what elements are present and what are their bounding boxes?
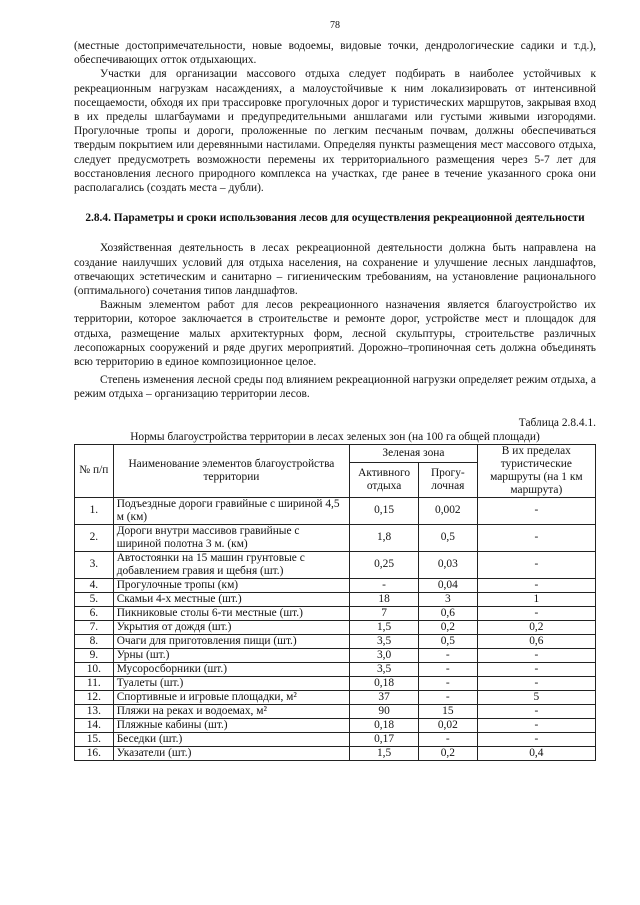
row-walking-value: -: [418, 690, 477, 704]
table-row: [75, 746, 596, 760]
row-active-value: 3,5: [350, 634, 419, 648]
row-tourist-value: -: [477, 718, 595, 732]
table-row: [75, 578, 596, 592]
table-row: [75, 634, 596, 648]
row-tourist-value: 0,4: [477, 746, 595, 760]
row-number: 4.: [75, 578, 114, 592]
row-walking-value: -: [418, 648, 477, 662]
row-number: 16.: [75, 746, 114, 760]
row-walking-value: 0,5: [418, 634, 477, 648]
row-active-value: 37: [350, 690, 419, 704]
row-tourist-value: 0,6: [477, 634, 595, 648]
table-row: [75, 524, 596, 551]
header-green-zone: Зеленая зона: [350, 444, 478, 462]
header-tourist: В их пределах туристические маршруты (на 1 км маршрута): [477, 444, 595, 497]
row-name: Пикниковые столы 6-ти местные (шт.): [113, 606, 349, 620]
row-name: Пляжи на реках и водоемах, м²: [113, 704, 349, 718]
row-tourist-value: 0,2: [477, 620, 595, 634]
row-name: Указатели (шт.): [113, 746, 349, 760]
row-number: 8.: [75, 634, 114, 648]
table-body: [75, 497, 596, 760]
row-name: Очаги для приготовления пищи (шт.): [113, 634, 349, 648]
row-number: 9.: [75, 648, 114, 662]
row-active-value: 90: [350, 704, 419, 718]
row-number: 6.: [75, 606, 114, 620]
header-walking: Прогу-лочная: [418, 462, 477, 497]
row-name: Прогулочные тропы (км): [113, 578, 349, 592]
paragraph-continuation: (местные достопримечательности, новые водоемы, видовые точки, дендрологические садики и т.д.), обеспечивающих отток отдыхающих.: [74, 40, 596, 67]
paragraph-landscaping: Важным элементом работ для лесов рекреационного назначения является благоустройство их территории, которое заключается в строительстве и ремонте дорог, устройстве мест и площадок для отдыха, размещение малых архитектурных форм, лесной скульптуры, строительстве различных лесопожарных сооружений и ряде других мероприятий. Дорожно–тропиночная сеть должна объединять всю территорию в единое композиционное целое.: [74, 299, 596, 369]
table-caption: Таблица 2.8.4.1.: [518, 416, 596, 429]
row-tourist-value: -: [477, 497, 595, 524]
row-walking-value: 0,2: [418, 620, 477, 634]
row-walking-value: -: [418, 676, 477, 690]
row-name: Урны (шт.): [113, 648, 349, 662]
row-tourist-value: -: [477, 662, 595, 676]
row-tourist-value: -: [477, 606, 595, 620]
row-active-value: 3,0: [350, 648, 419, 662]
row-name: Автостоянки на 15 машин грунтовые с добавлением гравия и щебня (шт.): [113, 551, 349, 578]
row-tourist-value: -: [477, 524, 595, 551]
row-number: 14.: [75, 718, 114, 732]
row-number: 2.: [75, 524, 114, 551]
table-row: [75, 606, 596, 620]
table-row: [75, 690, 596, 704]
row-tourist-value: 1: [477, 592, 595, 606]
header-name: Наименование элементов благоустройства территории: [113, 444, 349, 497]
row-active-value: 1,5: [350, 746, 419, 760]
row-walking-value: 3: [418, 592, 477, 606]
row-name: Пляжные кабины (шт.): [113, 718, 349, 732]
row-active-value: 0,15: [350, 497, 419, 524]
table-row: [75, 732, 596, 746]
row-walking-value: -: [418, 662, 477, 676]
header-active: Активного отдыха: [350, 462, 419, 497]
row-walking-value: 0,02: [418, 718, 477, 732]
norms-table: [74, 444, 596, 761]
row-tourist-value: -: [477, 551, 595, 578]
row-number: 7.: [75, 620, 114, 634]
row-walking-value: 0,2: [418, 746, 477, 760]
row-walking-value: 0,03: [418, 551, 477, 578]
row-active-value: 0,18: [350, 718, 419, 732]
table-row: [75, 718, 596, 732]
row-active-value: -: [350, 578, 419, 592]
table-row: [75, 648, 596, 662]
row-number: 11.: [75, 676, 114, 690]
row-name: Туалеты (шт.): [113, 676, 349, 690]
row-active-value: 18: [350, 592, 419, 606]
row-active-value: 1,8: [350, 524, 419, 551]
row-tourist-value: -: [477, 732, 595, 746]
table-row: [75, 620, 596, 634]
paragraph-recreation-load: Степень изменения лесной среды под влиянием рекреационной нагрузки определяет режим отдыха, а режим отдыха – организацию территории лесов.: [74, 374, 596, 401]
document-page: [74, 20, 596, 761]
row-number: 13.: [75, 704, 114, 718]
table-title: Нормы благоустройства территории в лесах зеленых зон (на 100 га общей площади): [130, 430, 540, 443]
table-row: [75, 676, 596, 690]
row-number: 10.: [75, 662, 114, 676]
header-num: № п/п: [75, 444, 114, 497]
section-heading: 2.8.4. Параметры и сроки использования лесов для осуществления рекреационной деятельности: [85, 212, 585, 225]
row-active-value: 0,25: [350, 551, 419, 578]
row-active-value: 3,5: [350, 662, 419, 676]
table-row: [75, 592, 596, 606]
row-walking-value: 0,04: [418, 578, 477, 592]
row-name: Дороги внутри массивов гравийные с шириной полотна 3 м. (км): [113, 524, 349, 551]
paragraph-recreation-areas: Участки для организации массового отдыха следует подбирать в наиболее устойчивых к рекреационным нагрузкам насаждениях, а малоустойчивые к ним локализировать от интенсивной посещаемости, обходя их при трассировке прогулочных дорог и туристических маршрутов, закрывая вход в их пределы шлагбаумами и предупредительными аншлагами или густыми живыми изгородями. Прогулочные тропы и дороги, проложенные по легким песчаным почвам, должны обеспечиваться твердым покрытием или деревянными настилами. Определяя пункты размещения мест массового отдыха, следует предусмотреть возможности перемены их территориального размещения через 5-7 лет для восстановления лесного природного комплекса на участках, где ранее в течение указанного срока они располагались (создать места – дубли).: [74, 68, 596, 195]
row-name: Скамьи 4-х местные (шт.): [113, 592, 349, 606]
row-walking-value: 0,002: [418, 497, 477, 524]
table-row: [75, 662, 596, 676]
row-active-value: 1,5: [350, 620, 419, 634]
row-active-value: 0,17: [350, 732, 419, 746]
row-number: 1.: [75, 497, 114, 524]
row-number: 15.: [75, 732, 114, 746]
row-walking-value: 0,6: [418, 606, 477, 620]
row-name: Беседки (шт.): [113, 732, 349, 746]
table-row: [75, 497, 596, 524]
row-tourist-value: -: [477, 578, 595, 592]
row-number: 3.: [75, 551, 114, 578]
row-name: Спортивные и игровые площадки, м²: [113, 690, 349, 704]
table-row: [75, 704, 596, 718]
page-number: 78: [330, 20, 340, 31]
row-name: Мусоросборники (шт.): [113, 662, 349, 676]
row-name: Подъездные дороги гравийные с шириной 4,5 м (км): [113, 497, 349, 524]
row-number: 12.: [75, 690, 114, 704]
row-walking-value: 0,5: [418, 524, 477, 551]
row-walking-value: -: [418, 732, 477, 746]
row-number: 5.: [75, 592, 114, 606]
row-name: Укрытия от дождя (шт.): [113, 620, 349, 634]
row-active-value: 0,18: [350, 676, 419, 690]
table-row: [75, 551, 596, 578]
row-tourist-value: -: [477, 704, 595, 718]
row-active-value: 7: [350, 606, 419, 620]
row-walking-value: 15: [418, 704, 477, 718]
row-tourist-value: -: [477, 676, 595, 690]
row-tourist-value: 5: [477, 690, 595, 704]
paragraph-economic-activity: Хозяйственная деятельность в лесах рекреационной деятельности должна быть направлена на создание наилучших условий для отдыха населения, на сохранение и улучшение лесных ландшафтов, отвечающих эстетическим и санитарно – гигиеническим требованиям, на установление рационального (оптимального) сочетания типов ландшафтов.: [74, 242, 596, 298]
row-tourist-value: -: [477, 648, 595, 662]
